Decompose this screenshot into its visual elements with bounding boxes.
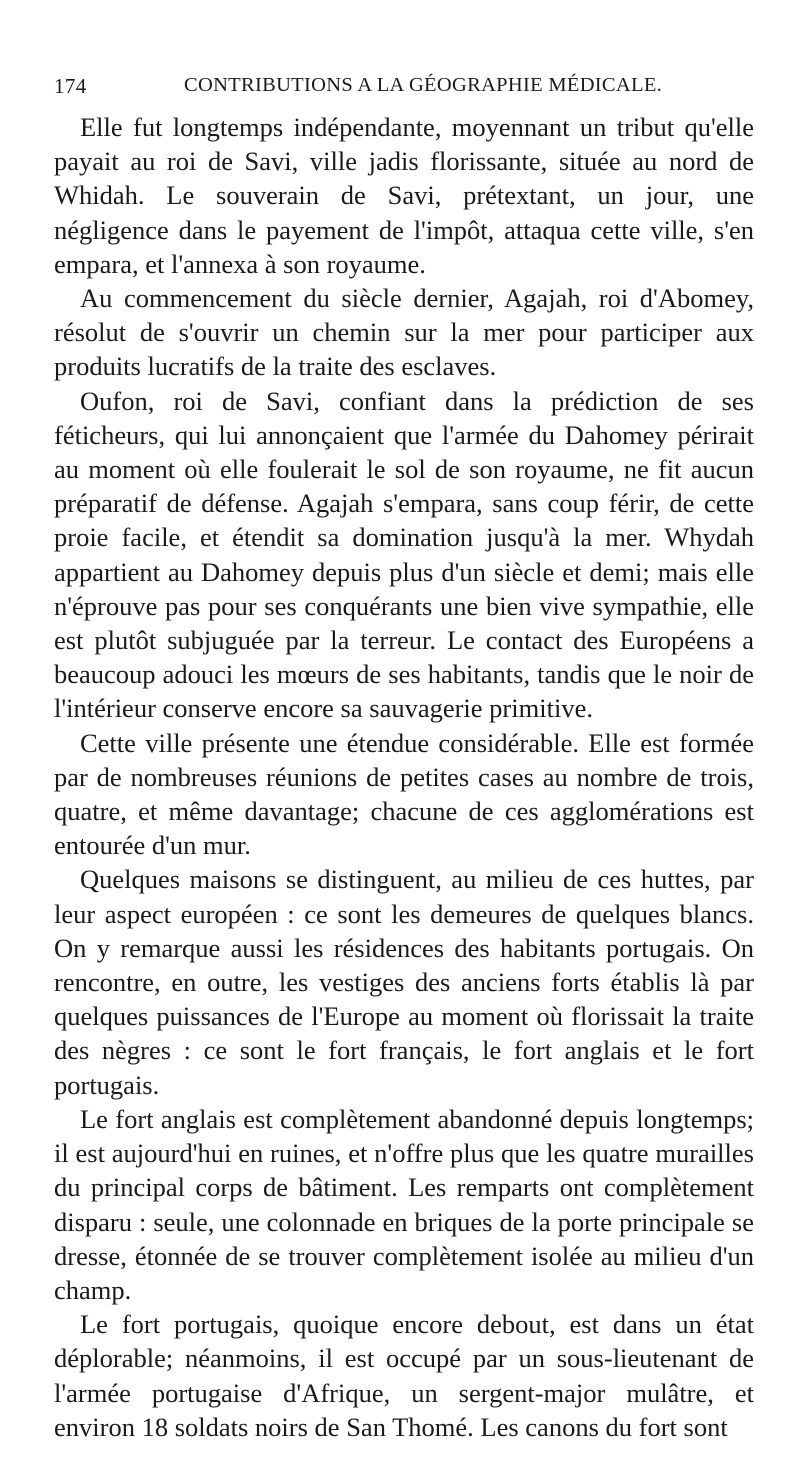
page-header (54, 70, 754, 110)
page-number: 174 (54, 74, 87, 98)
book-page (54, 70, 754, 1444)
paragraph: Au commencement du siècle dernier, Agajah, roi d'Abomey, résolut de s'ouvrir un chemin sur la mer pour participer aux produits lucratifs de la traite des esclaves. (54, 283, 754, 382)
paragraph: Le fort portugais, quoique encore debout, est dans un état déplorable; néanmoins, il est occupé par un sous-lieutenant de l'armée portugaise d'Afrique, un sergent-major mulâtre, et environ 18 soldats noirs de San Thomé. Les canons du fort sont (54, 1309, 754, 1442)
running-title: CONTRIBUTIONS A LA GÉOGRAPHIE MÉDICALE. (184, 74, 663, 96)
paragraph: Oufon, roi de Savi, confiant dans la prédiction de ses féticheurs, qui lui annonçaient que l'armée du Dahomey périrait au moment où elle foulerait le sol de son royaume, ne fit aucun préparatif de défense. Agajah s'empara, sans coup férir, de cette proie facile, et étendit sa domination jusqu'à la mer. Whydah appartient au Dahomey depuis plus d'un siècle et demi; mais elle n'éprouve pas pour ses conquérants une bien vive sympathie, elle est plutôt subjuguée par la terreur. Le contact des Européens a beaucoup adouci les mœurs de ses habitants, tandis que le noir de l'intérieur conserve encore sa sauvagerie primitive. (54, 385, 754, 724)
paragraph: Le fort anglais est complètement abandonné depuis longtemps; il est aujourd'hui en ruines, et n'offre plus que les quatre murailles du principal corps de bâtiment. Les remparts ont complètement disparu : seule, une colonnade en briques de la porte principale se dresse, étonnée de se trouver complètement isolée au milieu d'un champ. (54, 1103, 754, 1305)
paragraph: Quelques maisons se distinguent, au milieu de ces huttes, par leur aspect européen : ce sont les demeures de quelques blancs. On y remarque aussi les résidences des habitants portugais. On rencontre, en outre, les vestiges des anciens forts établis là par quelques puissances de l'Europe au moment où florissait la traite des nègres : ce sont le fort français, le fort anglais et le fort portugais. (54, 864, 754, 1100)
page-body (54, 110, 754, 1444)
paragraph: Elle fut longtemps indépendante, moyennant un tribut qu'elle payait au roi de Savi, ville jadis florissante, située au nord de Whidah. Le souverain de Savi, prétextant, un jour, une négligence dans le payement de l'impôt, attaqua cette ville, s'en empara, et l'annexa à son royaume. (54, 112, 754, 279)
paragraph: Cette ville présente une étendue considérable. Elle est formée par de nombreuses réunions de petites cases au nombre de trois, quatre, et même davantage; chacune de ces agglomérations est entourée d'un mur. (54, 727, 754, 861)
